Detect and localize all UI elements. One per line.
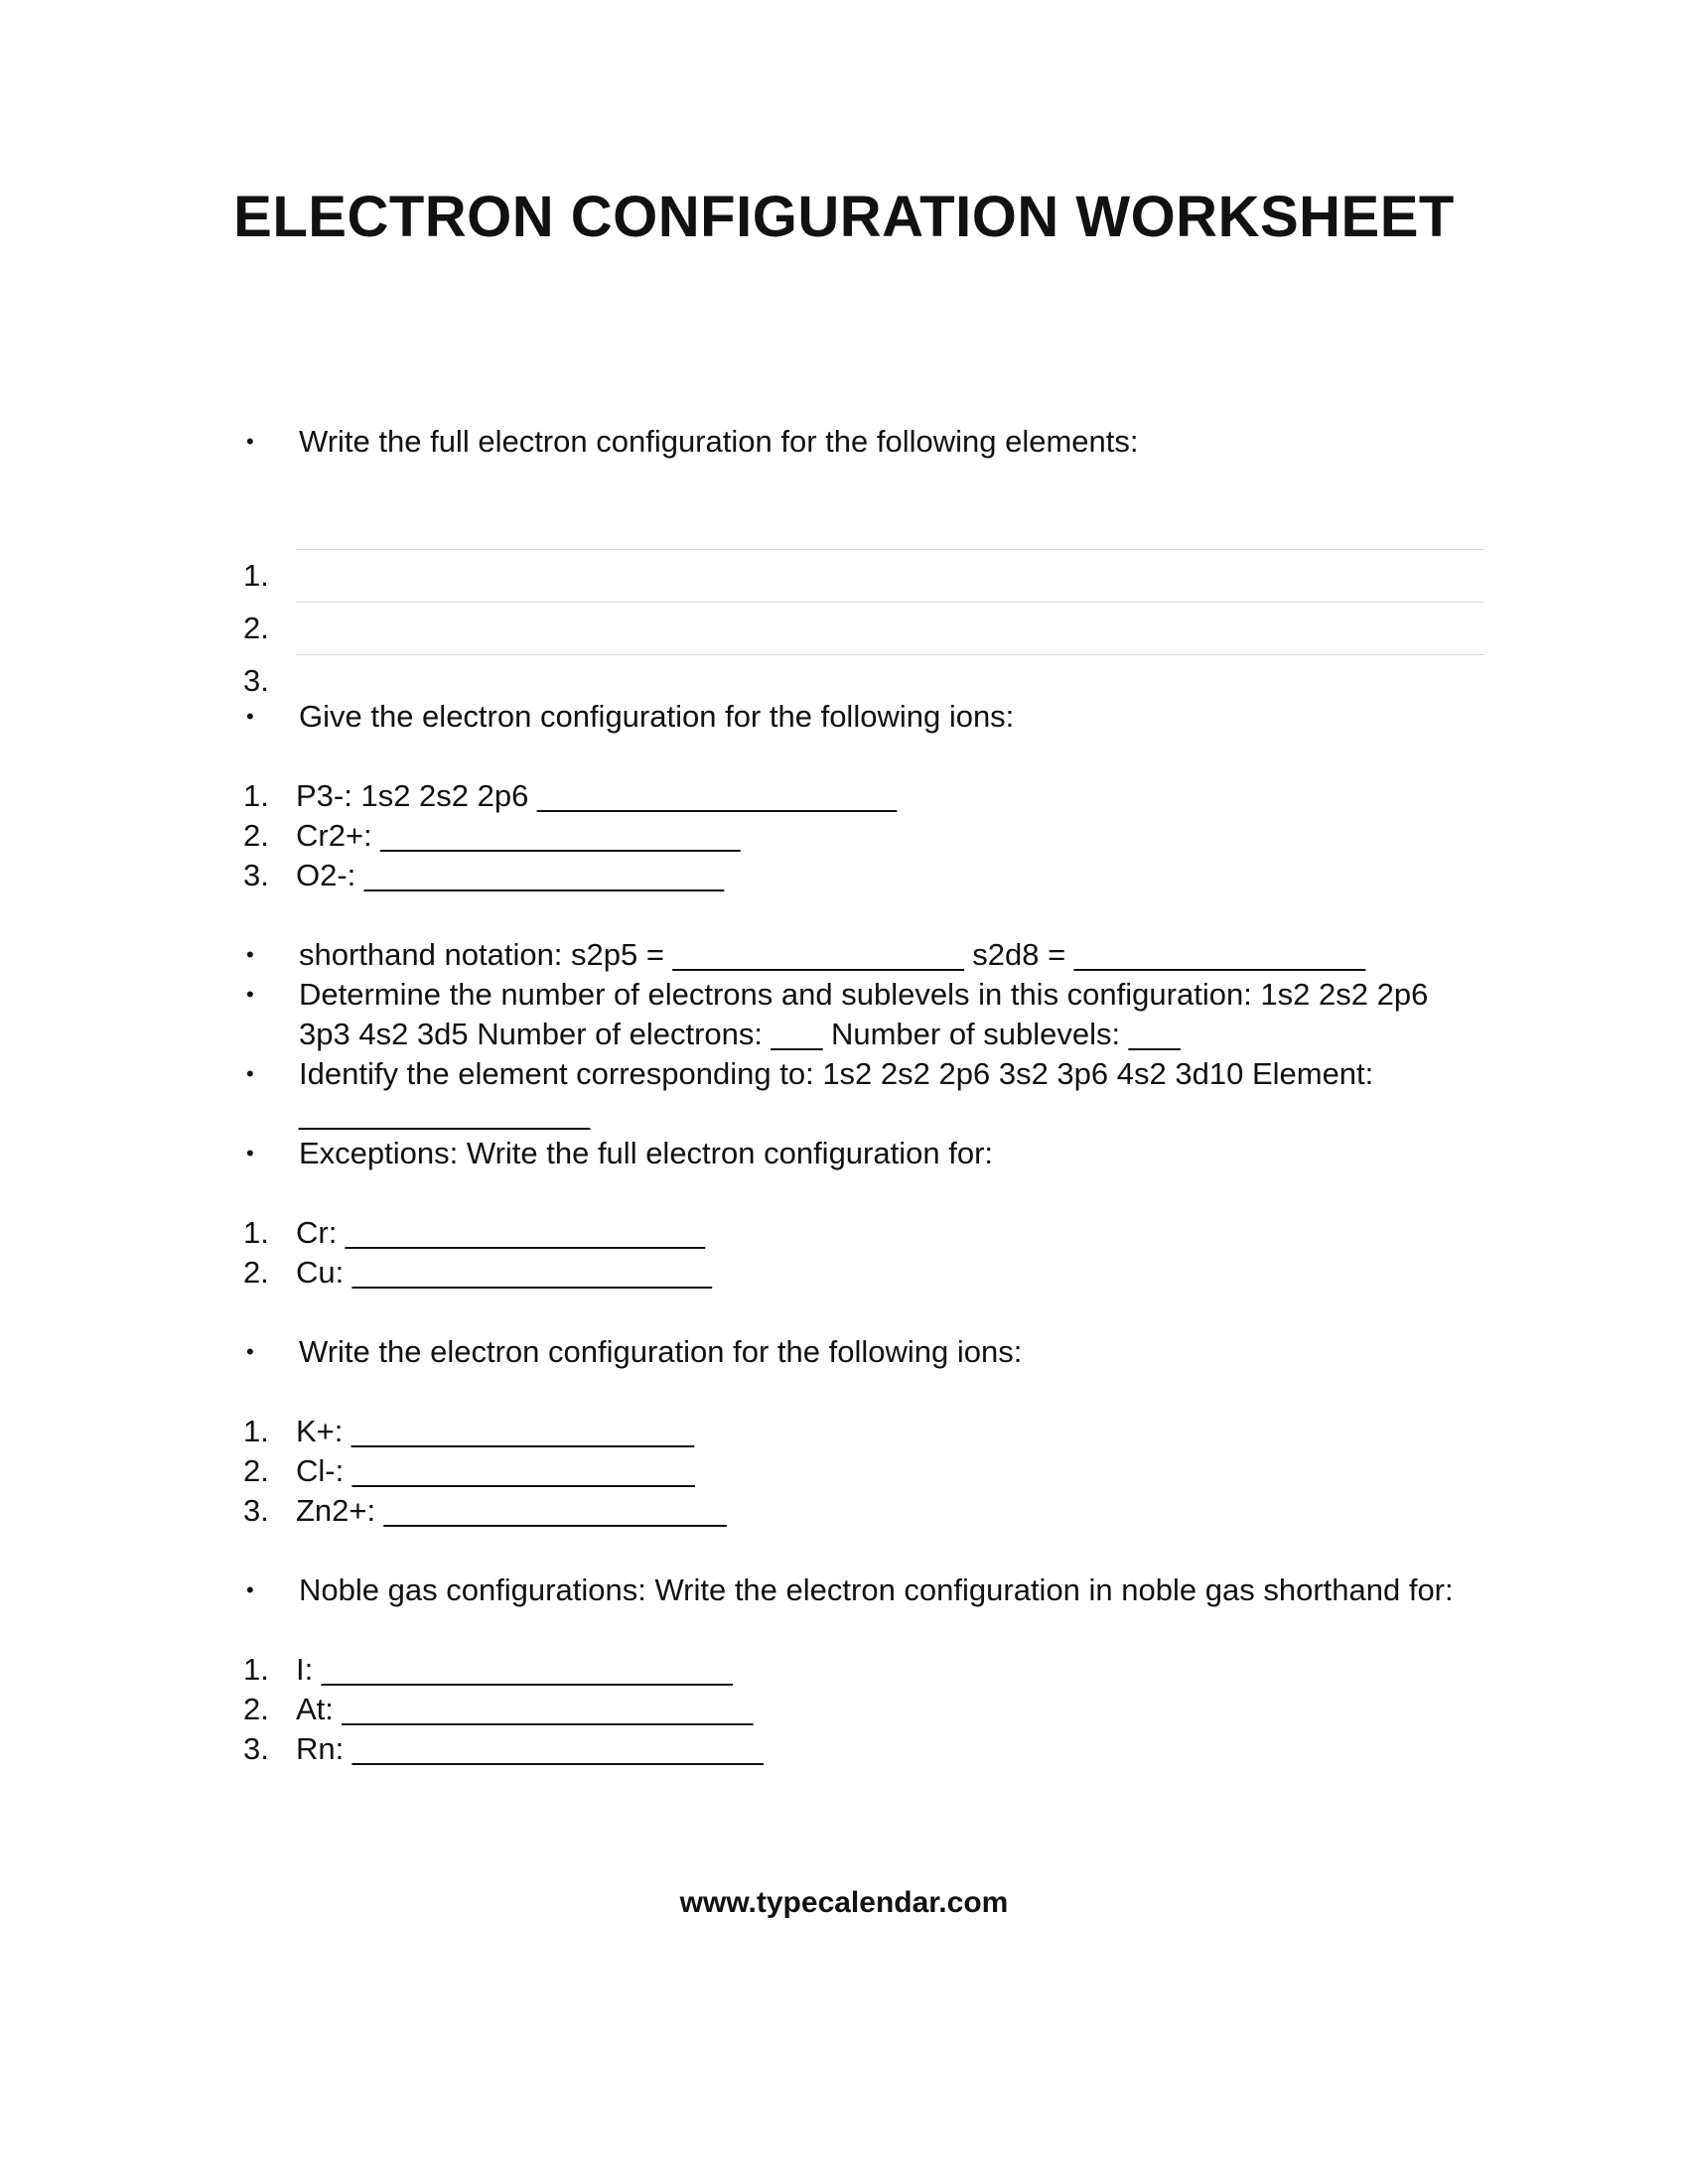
section5-prompt: Noble gas configurations: Write the electron configuration in noble gas shorthand for: — [299, 1572, 1454, 1607]
bullet-glyph: • — [246, 1577, 254, 1602]
electrons-sublevels-prompt: Determine the number of electrons and sublevels in this configuration: 1s2 2s2 2p6 3p3 4s2 3d5 Number of electrons: ___ Number of sublevels: ___ — [299, 977, 1429, 1051]
list-number: 2. — [243, 1692, 269, 1726]
list-number: 1. — [243, 1414, 269, 1448]
bullet-item — [243, 697, 1484, 737]
footer-website-link[interactable]: www.typecalendar.com — [679, 1886, 1009, 1919]
list-item-text: I: ________________________ — [296, 1652, 733, 1687]
identify-element-prompt: Identify the element corresponding to: 1s2 2s2 2p6 3s2 3p6 4s2 3d10 Element: _________________ — [299, 1056, 1374, 1131]
list-item-text: O2-: _____________________ — [296, 858, 724, 892]
shorthand-prompt: shorthand notation: s2p5 = _________________ s2d8 = _________________ — [299, 937, 1365, 972]
list-number: 2. — [243, 1453, 269, 1488]
list-number: 2. — [243, 611, 269, 645]
list-item-text: Zn2+: ____________________ — [296, 1493, 727, 1528]
bullet-item — [243, 1054, 1484, 1134]
section4-prompt: Write the electron configuration for the following ions: — [299, 1334, 1023, 1369]
list-item-text: At: ________________________ — [296, 1692, 754, 1726]
list-item — [243, 816, 1484, 856]
list-item — [243, 856, 1484, 895]
answer-line[interactable] — [296, 549, 1484, 550]
list-item-text: P3-: 1s2 2s2 2p6 _____________________ — [296, 778, 898, 813]
list-number: 3. — [243, 858, 269, 892]
bullet-glyph: • — [246, 704, 254, 729]
bullet-item — [243, 975, 1484, 1054]
list-item-text: Cl-: ____________________ — [296, 1453, 695, 1488]
list-number: 1. — [243, 778, 269, 813]
bullet-item — [243, 1332, 1484, 1372]
list-number: 3. — [243, 663, 269, 698]
answer-lines — [243, 462, 1484, 698]
bullet-glyph: • — [246, 1339, 254, 1364]
list-item — [243, 1213, 1484, 1253]
list-item — [243, 1650, 1484, 1690]
list-item — [243, 1451, 1484, 1491]
list-number: 2. — [243, 1255, 269, 1290]
list-number: 3. — [243, 1731, 269, 1766]
list-item — [243, 1253, 1484, 1293]
section1-prompt: Write the full electron configuration for the following elements: — [299, 424, 1139, 459]
list-item-text: Cr: _____________________ — [296, 1215, 705, 1250]
answer-line[interactable] — [296, 654, 1484, 655]
list-item — [243, 776, 1484, 816]
list-item — [243, 1690, 1484, 1729]
list-number: 2. — [243, 818, 269, 853]
bullet-glyph: • — [246, 942, 254, 967]
bullet-glyph: • — [246, 1141, 254, 1165]
bullet-item — [243, 935, 1484, 975]
list-number: 1. — [243, 1652, 269, 1687]
bullet-item — [243, 1570, 1484, 1610]
list-number: 3. — [243, 1493, 269, 1528]
section2-prompt: Give the electron configuration for the following ions: — [299, 699, 1015, 734]
worksheet-body — [243, 422, 1484, 1769]
bullet-glyph: • — [246, 982, 254, 1007]
bullet-item — [243, 422, 1484, 462]
list-item — [243, 1729, 1484, 1769]
bullet-glyph: • — [246, 429, 254, 454]
exceptions-prompt: Exceptions: Write the full electron configuration for: — [299, 1136, 993, 1170]
list-item-text: K+: ____________________ — [296, 1414, 694, 1448]
list-number: 1. — [243, 558, 269, 593]
page-title: ELECTRON CONFIGURATION WORKSHEET — [233, 185, 1455, 249]
bullet-glyph: • — [246, 1061, 254, 1086]
list-item-text: Cr2+: _____________________ — [296, 818, 741, 853]
answer-line[interactable] — [296, 602, 1484, 603]
list-item-text: Rn: ________________________ — [296, 1731, 764, 1766]
bullet-item — [243, 1134, 1484, 1173]
list-number: 1. — [243, 1215, 269, 1250]
list-item-text: Cu: _____________________ — [296, 1255, 712, 1290]
list-item — [243, 1491, 1484, 1531]
list-item — [243, 1412, 1484, 1451]
